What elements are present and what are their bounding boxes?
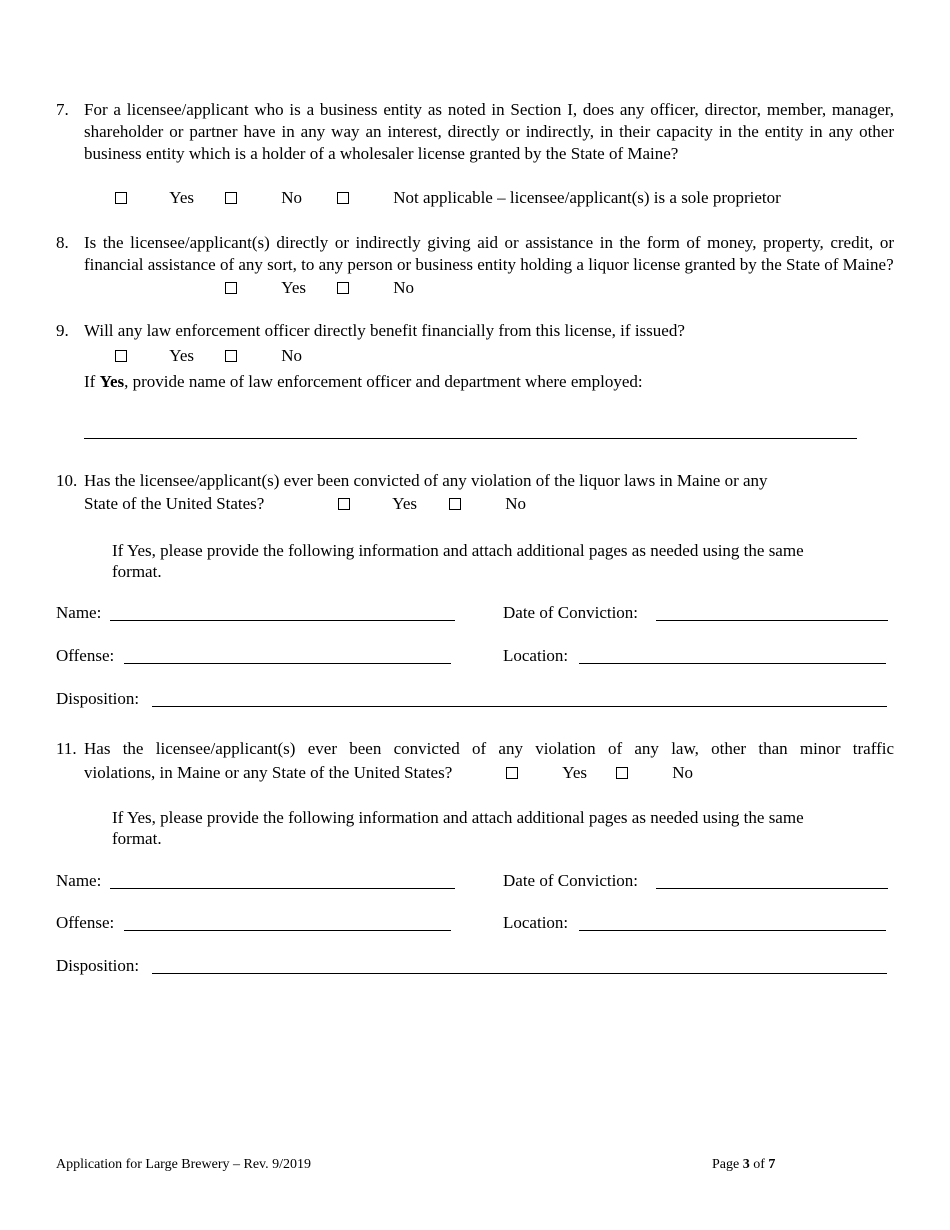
offense-label: Offense: bbox=[56, 913, 115, 932]
q10-location-field[interactable] bbox=[579, 663, 886, 664]
question-8 bbox=[56, 232, 894, 276]
q7-yes-option[interactable]: Yes bbox=[115, 188, 194, 208]
q9-yes-option[interactable]: Yes bbox=[115, 346, 194, 366]
date-of-conviction-label: Date of Conviction: bbox=[503, 603, 639, 622]
question-number: 7. bbox=[56, 100, 69, 119]
location-label: Location: bbox=[503, 646, 569, 665]
question-7 bbox=[56, 99, 894, 165]
officer-department-field[interactable] bbox=[84, 438, 857, 439]
disposition-label: Disposition: bbox=[56, 689, 140, 708]
q8-no-option[interactable]: No bbox=[337, 278, 414, 298]
question-number: 8. bbox=[56, 233, 69, 252]
question-11 bbox=[56, 738, 894, 760]
question-text: Is the licensee/applicant(s) directly or indirectly giving aid or assistance in the form of money, property, credit, or financial assistance of any sort, to any person or business entity holding a liquor license granted by the State of Maine? bbox=[84, 233, 894, 274]
checkbox[interactable] bbox=[225, 192, 237, 204]
q7-no-option[interactable]: No bbox=[225, 188, 302, 208]
name-label: Name: bbox=[56, 871, 102, 890]
footer-form-title: Application for Large Brewery – Rev. 9/2019 bbox=[56, 1157, 312, 1172]
question-10 bbox=[56, 470, 894, 492]
q10-yes-option[interactable]: Yes bbox=[338, 494, 417, 514]
q10-name-field[interactable] bbox=[110, 620, 455, 621]
question-text-cont: State of the United States? bbox=[84, 494, 265, 513]
checkbox[interactable] bbox=[337, 192, 349, 204]
question-number: 11. bbox=[56, 739, 77, 758]
checkbox[interactable] bbox=[616, 767, 628, 779]
q10-no-option[interactable]: No bbox=[449, 494, 526, 514]
question-text: Has the licensee/applicant(s) ever been convicted of any violation of the liquor laws in Maine or any bbox=[84, 471, 768, 490]
q11-instruction: If Yes, please provide the following information and attach additional pages as needed using the same format. bbox=[112, 808, 804, 848]
q10-disposition-field[interactable] bbox=[152, 706, 887, 707]
q11-yes-option[interactable]: Yes bbox=[506, 763, 587, 783]
q11-no-option[interactable]: No bbox=[616, 763, 693, 783]
q9-followup: If Yes, provide name of law enforcement officer and department where employed: bbox=[84, 372, 643, 391]
footer-page-number: Page 3 of 7 bbox=[712, 1157, 776, 1172]
q9-no-option[interactable]: No bbox=[225, 346, 302, 366]
question-number: 10. bbox=[56, 471, 78, 490]
q10-offense-field[interactable] bbox=[124, 663, 451, 664]
question-9 bbox=[56, 320, 894, 342]
question-number: 9. bbox=[56, 321, 69, 340]
date-of-conviction-label: Date of Conviction: bbox=[503, 871, 639, 890]
question-text: For a licensee/applicant who is a business entity as noted in Section I, does any officer, director, member, manager, shareholder or partner have in any way an interest, directly or indirectly, in their capacity in the entity in any other business entity which is a holder of a wholesaler license granted by the State of Maine? bbox=[84, 100, 894, 163]
checkbox[interactable] bbox=[337, 282, 349, 294]
offense-label: Offense: bbox=[56, 646, 115, 665]
checkbox[interactable] bbox=[338, 498, 350, 510]
question-text-cont: violations, in Maine or any State of the United States? bbox=[84, 763, 453, 782]
q11-location-field[interactable] bbox=[579, 930, 886, 931]
q7-na-option[interactable]: Not applicable – licensee/applicant(s) is a sole proprietor bbox=[337, 188, 781, 208]
checkbox[interactable] bbox=[449, 498, 461, 510]
name-label: Name: bbox=[56, 603, 102, 622]
q11-date-field[interactable] bbox=[656, 888, 888, 889]
checkbox[interactable] bbox=[115, 192, 127, 204]
question-text: Will any law enforcement officer directly benefit financially from this license, if issued? bbox=[84, 321, 685, 340]
location-label: Location: bbox=[503, 913, 569, 932]
q11-disposition-field[interactable] bbox=[152, 973, 887, 974]
q11-offense-field[interactable] bbox=[124, 930, 451, 931]
q11-name-field[interactable] bbox=[110, 888, 455, 889]
question-text: Has the licensee/applicant(s) ever been convicted of any violation of any law, other than minor traffic bbox=[84, 739, 894, 758]
q10-instruction: If Yes, please provide the following information and attach additional pages as needed using the same format. bbox=[112, 541, 804, 581]
q10-date-field[interactable] bbox=[656, 620, 888, 621]
checkbox[interactable] bbox=[225, 282, 237, 294]
q8-yes-option[interactable]: Yes bbox=[225, 278, 306, 298]
checkbox[interactable] bbox=[225, 350, 237, 362]
checkbox[interactable] bbox=[115, 350, 127, 362]
checkbox[interactable] bbox=[506, 767, 518, 779]
disposition-label: Disposition: bbox=[56, 956, 140, 975]
